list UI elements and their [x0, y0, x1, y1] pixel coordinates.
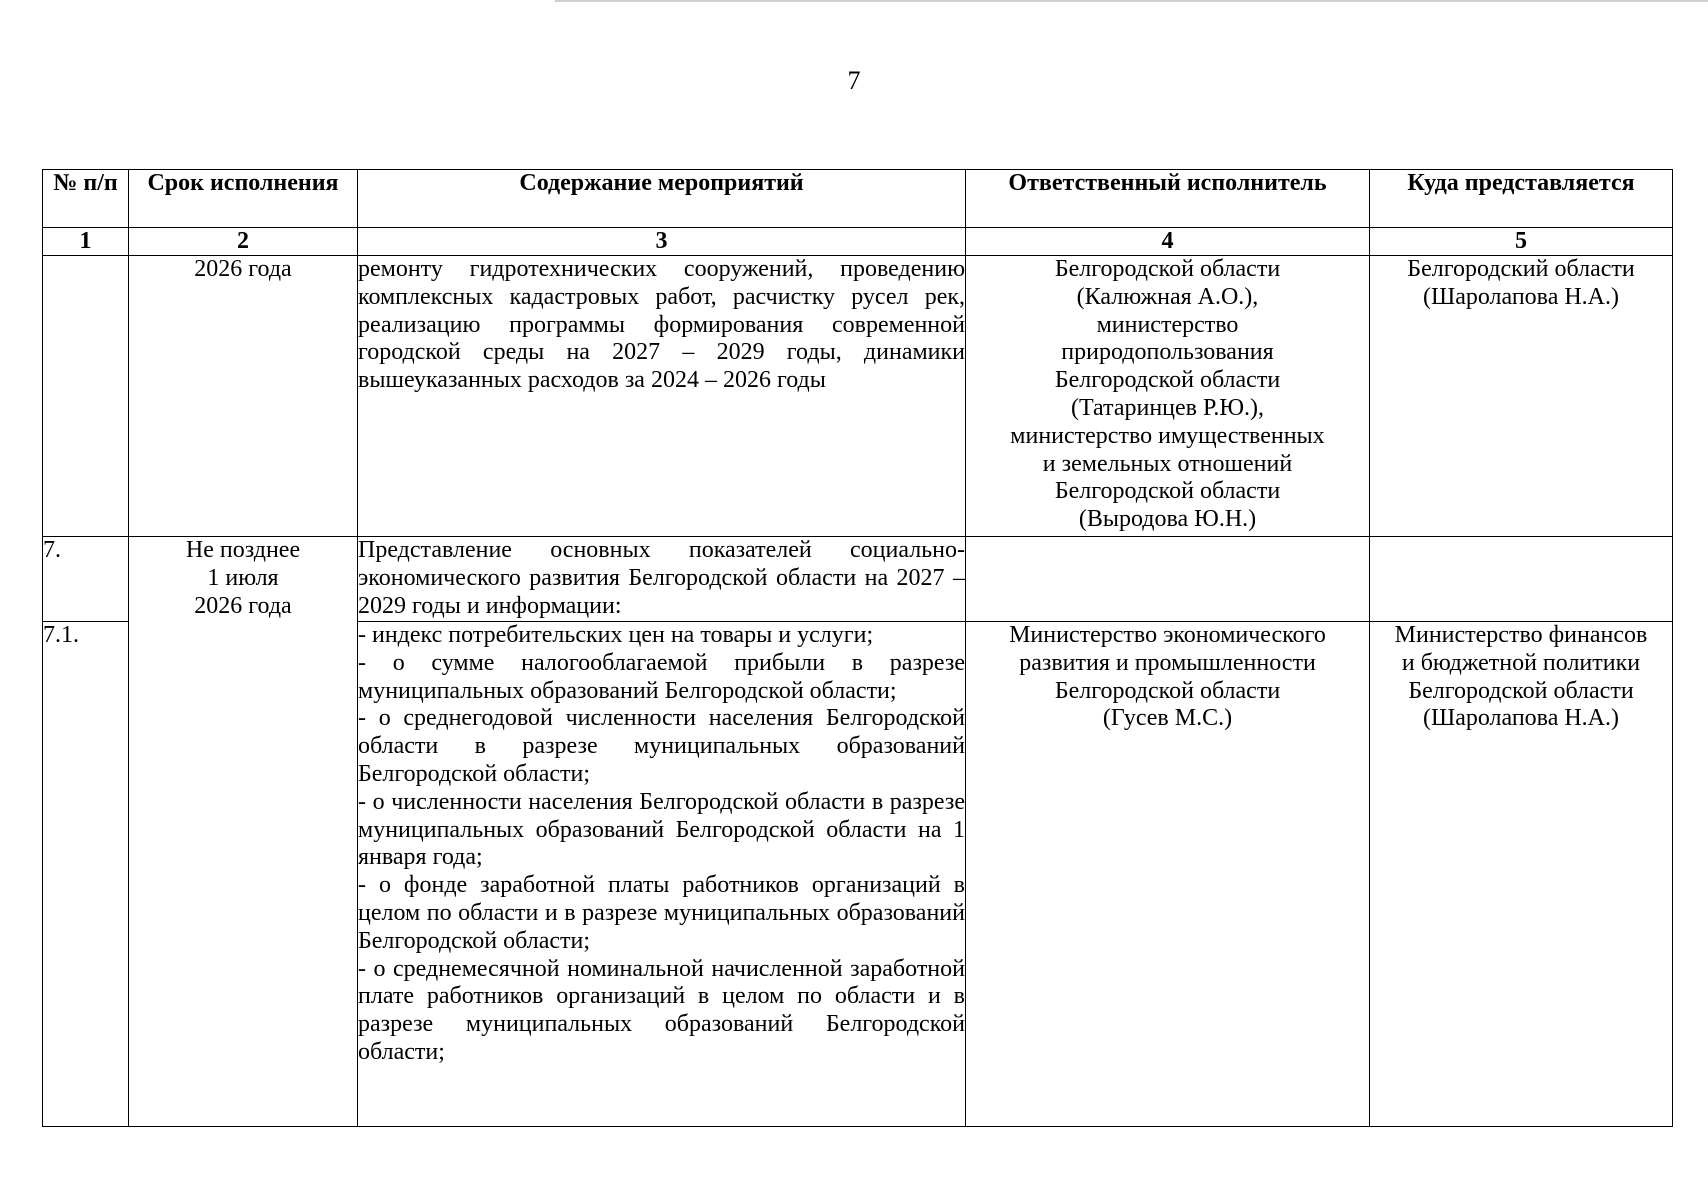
table-header-row	[43, 170, 1673, 228]
recipient-line: и бюджетной политики	[1401, 649, 1641, 676]
row-recipient	[1370, 537, 1673, 622]
executor-line: развития и промышленности	[1019, 649, 1316, 676]
column-number: 1	[43, 228, 129, 256]
executor-line: (Выродова Ю.Н.)	[1078, 506, 1257, 533]
table-row	[43, 537, 1673, 622]
scan-edge-line	[555, 0, 1708, 2]
column-number: 4	[966, 228, 1370, 256]
recipient-line: (Шаролапова Н.А.)	[1422, 283, 1620, 310]
recipient-line: Министерство финансов	[1394, 622, 1648, 648]
executor-line: министерство	[1096, 311, 1239, 338]
content-item: - о фонде заработной платы работников организаций в целом по области и в разрезе муниципальных образований Белгородской области;	[358, 872, 965, 954]
header-row-number: № п/п	[43, 170, 129, 228]
executor-line: Белгородской области	[1054, 256, 1281, 282]
executor-line: министерство имущественных	[1010, 422, 1325, 449]
executor-line: (Калюжная А.О.),	[1076, 283, 1259, 310]
row-content	[358, 622, 966, 1127]
executor-line: Министерство экономического	[1009, 622, 1326, 648]
header-executor: Ответственный исполнитель	[966, 170, 1370, 228]
header-recipient: Куда представляется	[1370, 170, 1673, 228]
deadline-line: 2026 года	[194, 592, 292, 619]
recipient-line: Белгородской области	[1408, 677, 1634, 704]
column-number: 5	[1370, 228, 1673, 256]
activity-plan-table	[42, 169, 1673, 1127]
row-content: ремонту гидротехнических сооружений, проведению комплексных кадастровых работ, расчистку русел рек, реализацию программы формирования современной городской среды на 2027 – 2029 годы, динамики вышеуказанных расходов за 2024 – 2026 годы	[358, 256, 966, 537]
page-number: 7	[847, 66, 861, 95]
row-executor	[966, 537, 1370, 622]
row-number: 7.1.	[43, 622, 129, 1127]
executor-line: Белгородской области	[1054, 677, 1281, 704]
row-number	[43, 256, 129, 537]
executor-line: природопользования	[1061, 339, 1274, 366]
recipient-line: Белгородский области	[1407, 256, 1635, 282]
executor-line: Белгородской области	[1054, 478, 1281, 505]
row-deadline	[129, 537, 358, 1127]
executor-line: Белгородской области	[1054, 367, 1281, 394]
row-number: 7.	[43, 537, 129, 622]
content-item: - о среднемесячной номинальной начисленной заработной плате работников организаций в целом по области и в разрезе муниципальных образований Белгородской области;	[358, 955, 965, 1065]
row-executor	[966, 622, 1370, 1127]
content-item: - о численности населения Белгородской области в разрезе муниципальных образований Белгородской области на 1 января года;	[358, 788, 965, 871]
deadline-line: Не позднее	[185, 537, 301, 563]
column-number-row	[43, 228, 1673, 256]
row-deadline: 2026 года	[129, 256, 358, 537]
row-recipient	[1370, 256, 1673, 537]
content-item: - о среднегодовой численности населения Белгородской области в разрезе муниципальных образований Белгородской области;	[358, 705, 965, 787]
content-item: - о сумме налогооблагаемой прибыли в разрезе муниципальных образований Белгородской области;	[358, 649, 965, 704]
executor-line: (Гусев М.С.)	[1102, 705, 1233, 732]
row-content: Представление основных показателей социально-экономического развития Белгородской области на 2027 – 2029 годы и информации:	[358, 537, 966, 622]
row-executor	[966, 256, 1370, 537]
column-number: 2	[129, 228, 358, 256]
executor-line: и земельных отношений	[1042, 450, 1293, 477]
row-recipient	[1370, 622, 1673, 1127]
executor-line: (Татаринцев Р.Ю.),	[1070, 394, 1265, 421]
content-item: - индекс потребительских цен на товары и услуги;	[358, 622, 874, 648]
deadline-line: 1 июля	[207, 564, 279, 591]
header-content: Содержание мероприятий	[358, 170, 966, 228]
table-row	[43, 256, 1673, 537]
header-deadline: Срок исполнения	[129, 170, 358, 228]
recipient-line: (Шаролапова Н.А.)	[1422, 705, 1620, 732]
column-number: 3	[358, 228, 966, 256]
